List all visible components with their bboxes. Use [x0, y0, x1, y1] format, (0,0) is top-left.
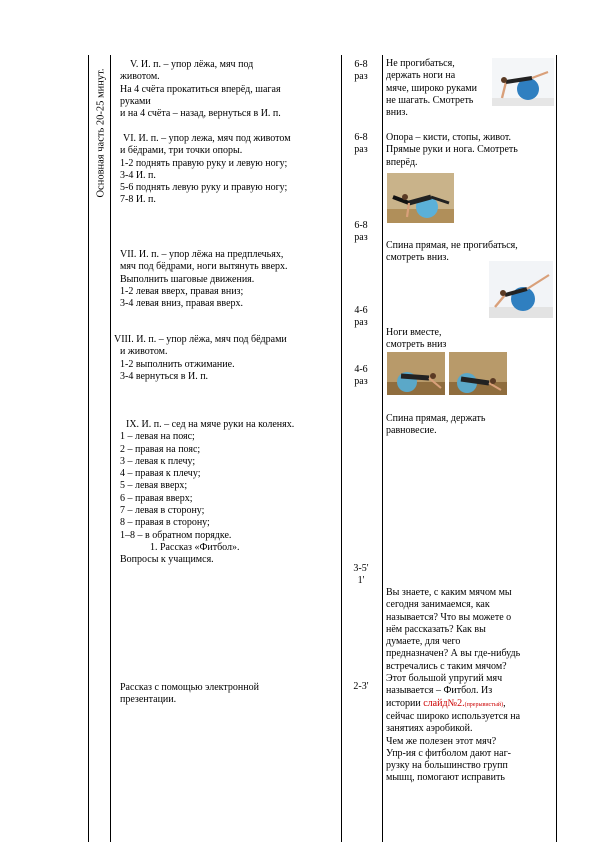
dose-value: 4-6 — [354, 305, 368, 316]
dose-value: 6-8 — [354, 132, 368, 143]
remark-line: рузку на большинство групп — [386, 760, 508, 772]
exercise-v — [120, 59, 281, 120]
remark-line: Прямые руки и нога. Смотреть — [386, 144, 518, 156]
exercise-line: 3-4 И. п. — [120, 169, 156, 181]
dose-4 — [346, 305, 376, 329]
exercise-ix — [120, 419, 294, 567]
remark-line: мышц, помогают исправить — [386, 772, 505, 784]
dose-8 — [346, 681, 376, 693]
exercise-line: Выполнить шаговые движения. — [120, 273, 255, 285]
exercise-line: мяч под бёдрами, ноги вытянуть вверх. — [120, 261, 288, 273]
remark-line: Спина прямая, держать — [386, 413, 486, 424]
dose-value: 6-8 — [354, 59, 368, 70]
remark-line: смотреть вниз — [386, 339, 447, 351]
exercise-line: 4 – правая к плечу; — [120, 468, 201, 480]
exercise-line: 1. Рассказ «Фитбол». — [150, 541, 240, 553]
dose-1 — [346, 59, 376, 83]
remark-line: сейчас широко используется на — [386, 710, 521, 722]
exercise-line: 5-6 поднять левую руку и правую ногу; — [120, 182, 288, 194]
remark-1 — [386, 58, 477, 119]
table-border-left — [88, 55, 89, 842]
remark-line: встречались с таким мячом? — [386, 660, 507, 672]
exercise-line: животом. — [120, 71, 160, 83]
remark-line: Опора – кисти, стопы, живот. — [386, 132, 512, 143]
remark-line: Упр-ия с фитболом дают наг- — [386, 747, 512, 759]
exercise-photo — [489, 261, 553, 318]
exercise-line: Вопросы к учащимся. — [120, 554, 214, 566]
dose-unit: раз — [354, 71, 368, 82]
dose-5 — [346, 364, 376, 388]
exercise-line: VI. И. п. – упор лежа, мяч под животом — [123, 133, 291, 144]
remark-line: думаете, для чего — [386, 636, 461, 648]
dose-2 — [346, 132, 376, 156]
remark-line: Ноги вместе, — [386, 327, 442, 338]
remark-line: вниз. — [386, 107, 408, 119]
remark-line: мяче, широко руками — [386, 82, 477, 94]
exercise-viii — [114, 334, 287, 383]
remark-line: называется – Фитбол. Из — [386, 685, 493, 697]
remark-4 — [386, 327, 446, 352]
section-label-text: Основная часть 20-25 минут. — [95, 67, 107, 198]
exercise-vi — [120, 133, 291, 207]
remark-line: Этот большой упругий мяч — [386, 673, 503, 685]
dose-unit: раз — [354, 232, 368, 243]
remark-line: не шагать. Смотреть — [386, 94, 474, 106]
exercise-line: руками — [120, 95, 151, 107]
exercise-photo — [387, 352, 445, 395]
remark-line: нём рассказать? Как вы — [386, 623, 486, 635]
exercise-line: 2 – правая на пояс; — [120, 443, 201, 455]
dose-value: 4-6 — [354, 364, 368, 375]
remark-line: Спина прямая, не прогибаться, — [386, 240, 518, 251]
remark-line: Вы знаете, с каким мячом мы — [386, 587, 512, 598]
slide-reference: слайд№2. — [423, 697, 465, 709]
dose-value: 6-8 — [354, 220, 368, 231]
exercise-line: и на 4 счёта – назад, вернуться в И. п. — [120, 108, 281, 120]
exercise-line: и бёдрами, три точки опоры. — [120, 145, 243, 157]
exercise-line: 1 – левая на пояс; — [120, 431, 195, 443]
table-border-col2 — [341, 55, 342, 842]
remark-line: Чем же полезен этот мяч? — [386, 735, 497, 747]
remark-line: сегодня занимаемся, как — [386, 599, 490, 611]
exercise-line: 1–8 – в обратном порядке. — [120, 529, 232, 541]
exercise-vii — [120, 249, 288, 310]
presentation-note — [120, 682, 259, 707]
table-border-col1 — [110, 55, 111, 842]
comma: , — [503, 697, 506, 709]
remark-line: смотреть вниз. — [386, 252, 449, 264]
exercise-line: VII. И. п. – упор лёжа на предплечьях, — [120, 249, 284, 260]
dose-3 — [346, 220, 376, 244]
exercise-line: презентации. — [120, 694, 177, 706]
exercise-line: 3-4 вернуться в И. п. — [120, 370, 209, 382]
exercise-line: Рассказ с помощью электронной — [120, 682, 259, 693]
remark-line: занятиях аэробикой. — [386, 723, 473, 735]
remark-line: предназначен? А вы где-нибудь — [386, 648, 521, 660]
table-border-right — [556, 55, 557, 842]
exercise-line: 1-2 левая вверх, правая вниз; — [120, 285, 244, 297]
dose-unit: раз — [354, 317, 368, 328]
exercise-line: 3-4 левая вниз, правая вверх. — [120, 298, 244, 310]
remark-5 — [386, 413, 485, 438]
exercise-line: 5 – левая вверх; — [120, 480, 188, 492]
exercise-photo — [492, 58, 554, 106]
exercise-line: 1-2 выполнить отжимание. — [120, 358, 235, 370]
exercise-line: 7 – левая в сторону; — [120, 505, 205, 517]
remark-2 — [386, 132, 518, 169]
exercise-line: 3 – левая к плечу; — [120, 455, 196, 467]
dose-6 — [346, 563, 376, 587]
exercise-line: и животом. — [120, 346, 168, 358]
exercise-photo — [387, 173, 454, 223]
exercise-line: 1-2 поднять правую руку и левую ногу; — [120, 157, 288, 169]
history-text: истории — [386, 697, 424, 709]
dose-value: 1' — [357, 575, 365, 586]
dose-unit: раз — [354, 376, 368, 387]
dose-value: 3-5' — [353, 563, 369, 574]
table-border-col3 — [382, 55, 383, 842]
dose-unit: раз — [354, 144, 368, 155]
remark-line: вперёд. — [386, 156, 418, 168]
section-label — [92, 55, 110, 210]
exercise-line: 6 – правая вверх; — [120, 492, 193, 504]
remark-line: Не прогибаться, — [386, 58, 455, 69]
dose-value: 2-3' — [353, 681, 369, 692]
exercise-line: VIII. И. п. – упор лёжа, мяч под бёдрами — [114, 334, 287, 345]
exercise-line: На 4 счёта прокатиться вперёд, шагая — [120, 83, 281, 95]
exercise-photo — [449, 352, 507, 395]
exercise-line: 7-8 И. п. — [120, 194, 156, 206]
remark-line-history — [386, 698, 520, 711]
remark-line: называется? Что вы можете о — [386, 611, 512, 623]
remark-line: держать ноги на — [386, 70, 456, 82]
exercise-line: IX. И. п. – сед на мяче руки на коленях. — [126, 419, 295, 430]
exercise-line: 8 – правая в сторону; — [120, 517, 210, 529]
slide-note: (прерывистый) — [464, 701, 504, 708]
exercise-line: V. И. п. – упор лёжа, мяч под — [130, 59, 254, 70]
remark-6 — [386, 587, 520, 785]
remark-line: равновесие. — [386, 425, 437, 437]
